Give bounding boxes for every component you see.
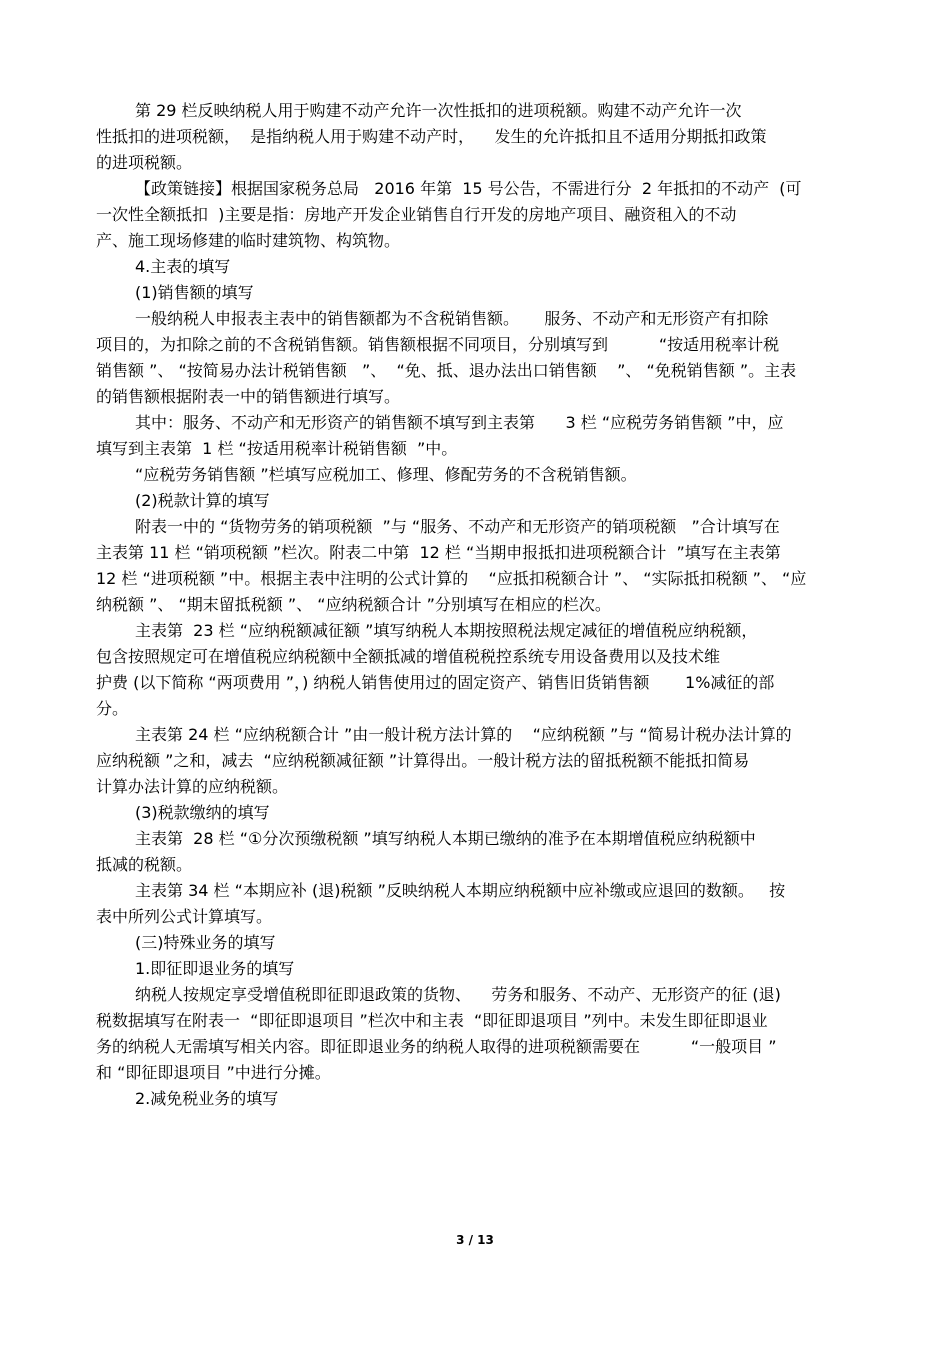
text-line: (2)税款计算的填写: [135, 491, 270, 510]
text-line: 的销售额根据附表一中的销售额进行填写。: [96, 387, 401, 406]
text-line: 一般纳税人申报表主表中的销售额都为不含税销售额。 服务、不动产和无形资产有扣除: [135, 309, 769, 328]
text-line: 项目的，为扣除之前的不含税销售额。销售额根据不同项目，分别填写到 “按适用税率计税: [96, 335, 780, 354]
text-line: 包含按照规定可在增值税应纳税额中全额抵减的增值税税控系统专用设备费用以及技术维: [96, 647, 721, 666]
text-line: 4.主表的填写: [135, 257, 231, 276]
text-line: 2.减免税业务的填写: [135, 1089, 279, 1108]
text-line: 主表第 34 栏 “本期应补 (退)税额 ”反映纳税人本期应纳税额中应补缴或应退回的数额。 按: [135, 881, 786, 900]
text-line: 和 “即征即退项目 ”中进行分摊。: [96, 1063, 331, 1082]
text-line: 第 29 栏反映纳税人用于购建不动产允许一次性抵扣的进项税额。购建不动产允许一次: [135, 101, 742, 120]
text-line: 一次性全额抵扣 )主要是指：房地产开发企业销售自行开发的房地产项目、融资租入的不动: [96, 205, 737, 224]
text-line: 主表第 24 栏 “应纳税额合计 ”由一般计税方法计算的 “应纳税额 ”与 “简易计税办法计算的: [135, 725, 792, 744]
text-line: 附表一中的 “货物劳务的销项税额 ”与 “服务、不动产和无形资产的销项税额 ”合计填写在: [135, 517, 780, 536]
text-line: (3)税款缴纳的填写: [135, 803, 270, 822]
text-line: 表中所列公式计算填写。: [96, 907, 273, 926]
text-line: 填写到主表第 1 栏 “按适用税率计税销售额 ”中。: [96, 439, 458, 458]
text-line: 主表第 23 栏 “应纳税额减征额 ”填写纳税人本期按照税法规定减征的增值税应纳税额，: [135, 621, 758, 640]
text-line: 主表第 28 栏 “①分次预缴税额 ”填写纳税人本期已缴纳的准予在本期增值税应纳税额中: [135, 829, 756, 848]
text-line: 其中：服务、不动产和无形资产的销售额不填写到主表第 3 栏 “应税劳务销售额 ”中，应: [135, 413, 784, 432]
document-body: [96, 98, 856, 1112]
text-line: 纳税人按规定享受增值税即征即退政策的货物、 劳务和服务、不动产、无形资产的征 (退): [135, 985, 781, 1004]
text-line: 计算办法计算的应纳税额。: [96, 777, 289, 796]
text-line: 务的纳税人无需填写相关内容。即征即退业务的纳税人取得的进项税额需要在 “一般项目 ”: [96, 1037, 777, 1056]
text-line: 【政策链接】根据国家税务总局 2016 年第 15 号公告，不需进行分 2 年抵扣的不动产 (可: [135, 179, 802, 198]
text-line: 应纳税额 ”之和，减去 “应纳税额减征额 ”计算得出。一般计税方法的留抵税额不能抵扣简易: [96, 751, 750, 770]
text-line: 税数据填写在附表一 “即征即退项目 ”栏次中和主表 “即征即退项目 ”列中。未发生即征即退业: [96, 1011, 768, 1030]
text-line: 分。: [96, 699, 129, 718]
text-line: 销售额 ”、 “按简易办法计税销售额 ”、 “免、抵、退办法出口销售额 ”、 “免税销售额 ”。主表: [96, 361, 797, 380]
text-line: 的进项税额。: [96, 153, 193, 172]
text-line: (1)销售额的填写: [135, 283, 254, 302]
text-line: 12 栏 “进项税额 ”中。根据主表中注明的公式计算的 “应抵扣税额合计 ”、 “实际抵扣税额 ”、 “应: [96, 569, 807, 588]
text-line: “应税劳务销售额 ”栏填写应税加工、修理、修配劳务的不含税销售额。: [135, 465, 637, 484]
text-line: 1.即征即退业务的填写: [135, 959, 295, 978]
text-line: 护费 (以下简称 “两项费用 ”，) 纳税人销售使用过的固定资产、销售旧货销售额 1%减征的部: [96, 673, 775, 692]
page-number: 3 / 13: [456, 1233, 494, 1247]
text-line: (三)特殊业务的填写: [135, 933, 276, 952]
text-line: 抵减的税额。: [96, 855, 193, 874]
text-line: 主表第 11 栏 “销项税额 ”栏次。附表二中第 12 栏 “当期申报抵扣进项税额合计 ”填写在主表第: [96, 543, 781, 562]
text-line: 产、施工现场修建的临时建筑物、构筑物。: [96, 231, 401, 250]
text-line: 性抵扣的进项税额， 是指纳税人用于购建不动产时， 发生的允许抵扣且不适用分期抵扣政策: [96, 127, 767, 146]
text-line: 纳税额 ”、 “期末留抵税额 ”、 “应纳税额合计 ”分别填写在相应的栏次。: [96, 595, 611, 614]
